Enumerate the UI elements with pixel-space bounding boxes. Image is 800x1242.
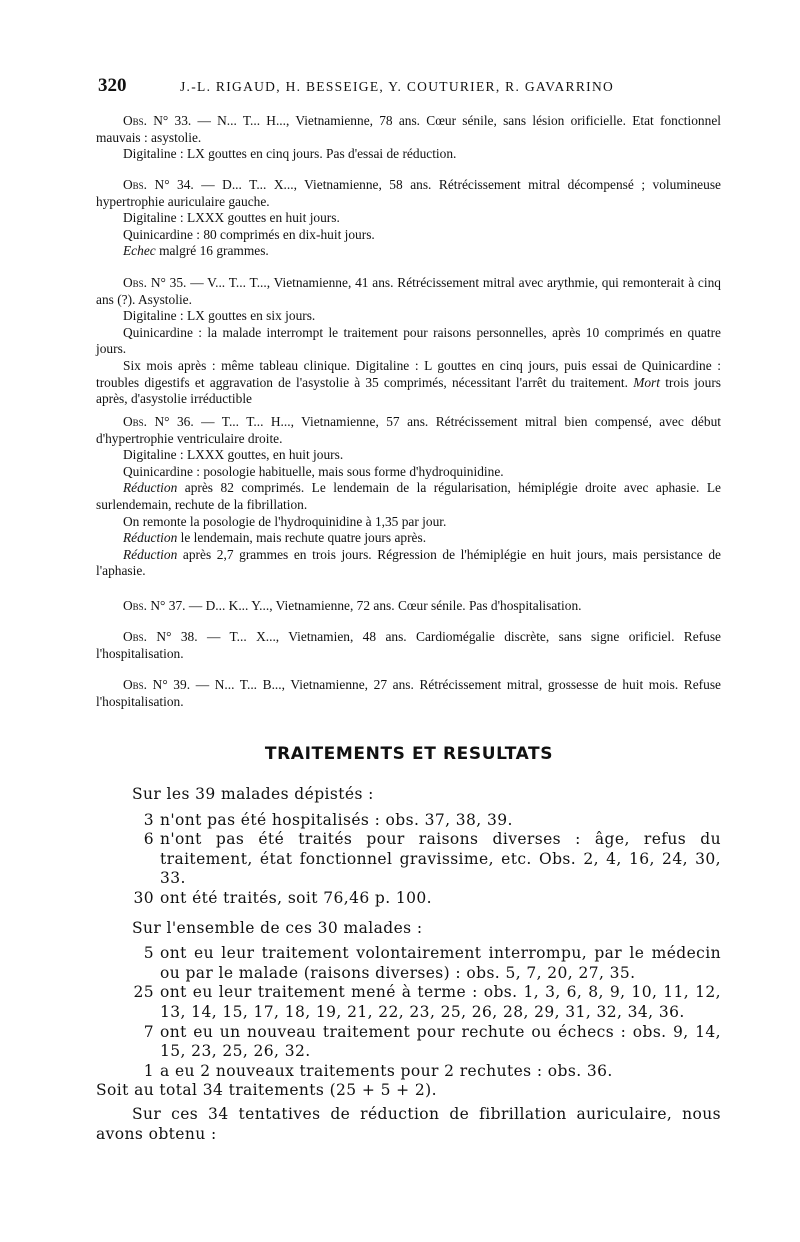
item-count: 1: [143, 1061, 154, 1080]
item-text: ont eu leur traitement mené à terme : obs. 1, 3, 6, 8, 9, 10, 11, 12, 13, 14, 15, 17, 18, 19, 21, 22, 23, 25, 26, 28, 29, 31, 32, 34, 36.: [160, 983, 721, 1021]
obs-treatment: Digitaline : LXXX gouttes, en huit jours.: [123, 447, 344, 463]
obs-label: Obs. N° 35.: [123, 275, 187, 290]
observation-36: [96, 414, 721, 580]
item-count: 7: [143, 1022, 154, 1041]
obs-outcome-italic: Réduction: [123, 480, 178, 496]
obs-text: — V... T... T..., Vietnamienne, 41 ans. Rétrécissement mitral avec arythmie, qui remonterait à cinq ans (?). Asystolie.: [96, 275, 721, 307]
section-title-text: TRAITEMENTS ET RESULTATS: [264, 744, 554, 764]
observation-34: [96, 177, 721, 260]
item-text: ont été traités, soit 76,46 p. 100.: [160, 888, 433, 907]
obs-text: — N... T... B..., Vietnamienne, 27 ans. Rétrécissement mitral, grossesse de huit mois. Refuse l'hospitalisation.: [96, 677, 721, 709]
observation-35: [96, 275, 721, 408]
obs-followup: Six mois après : même tableau clinique. Digitaline : L gouttes en cinq jours, puis essai de Quinicardine : troubles digestifs et aggravation de l'asystolie à 35 comprimés, nécessitant l'arrêt du traitement.: [96, 357, 721, 390]
page-number: 320: [98, 75, 127, 96]
obs-posologie: On remonte la posologie de l'hydroquinidine à 1,35 par jour.: [123, 513, 447, 529]
obs-outcome: malgré 16 grammes.: [155, 243, 269, 259]
observation-38: [96, 629, 721, 662]
obs-treatment: Digitaline : LX gouttes en six jours.: [123, 308, 316, 324]
obs-label: Obs. N° 36.: [123, 414, 194, 429]
obs-text: — D... K... Y..., Vietnamienne, 72 ans. Cœur sénile. Pas d'hospitalisation.: [188, 598, 582, 613]
obs-treatment: Quinicardine : 80 comprimés en dix-huit jours.: [123, 226, 375, 242]
results-item: [96, 811, 721, 831]
item-text: n'ont pas été hospitalisés : obs. 37, 38, 39.: [160, 810, 513, 829]
results-intro-1: Sur les 39 malades dépistés :: [132, 785, 374, 803]
results-item: [96, 944, 721, 983]
obs-outcome-italic: Echec: [123, 243, 156, 259]
item-text: a eu 2 nouveaux traitements pour 2 rechutes : obs. 36.: [160, 1061, 613, 1080]
obs-outcome-italic: Mort: [633, 374, 660, 390]
obs-text: — N... T... H..., Vietnamienne, 78 ans. Cœur sénile, sans lésion orificielle. Etat fonctionnel mauvais : asystolie.: [96, 113, 721, 145]
obs-label: Obs. N° 37.: [123, 598, 186, 613]
obs-treatment: Quinicardine : posologie habituelle, mais sous forme d'hydroquinidine.: [123, 463, 504, 479]
results-block: [96, 785, 721, 1144]
item-count: 3: [143, 810, 154, 829]
obs-outcome: le lendemain, mais rechute quatre jours après.: [177, 530, 427, 546]
item-text: ont eu un nouveau traitement pour rechute ou échecs : obs. 9, 14, 15, 23, 25, 26, 32.: [160, 1022, 721, 1061]
observation-39: [96, 677, 721, 710]
item-count: 30: [133, 888, 154, 907]
observation-37: [96, 598, 721, 615]
obs-outcome: après 82 comprimés. Le lendemain de la régularisation, hémiplégie droite avec aphasie. Le surlendemain, rechute de la fibrillation.: [96, 480, 721, 512]
obs-text: — T... X..., Vietnamien, 48 ans. Cardiomégalie discrète, sans signe orificiel. Refuse l'hospitalisation.: [96, 629, 721, 661]
item-text: ont eu leur traitement volontairement interrompu, par le médecin ou par le malade (raisons diverses) : obs. 5, 7, 20, 27, 35.: [160, 944, 721, 982]
item-count: 5: [143, 944, 154, 963]
observation-33: [96, 113, 721, 163]
item-count: 25: [133, 983, 154, 1002]
results-item: [96, 983, 721, 1022]
obs-text: — D... T... X..., Vietnamienne, 58 ans. Rétrécissement mitral décompensé ; volumineuse hypertrophie auriculaire gauche.: [96, 177, 721, 209]
obs-outcome-italic: Réduction: [123, 546, 178, 562]
results-intro-2: Sur l'ensemble de ces 30 malades :: [132, 918, 423, 937]
obs-treatment: Digitaline : LX gouttes en cinq jours. Pas d'essai de réduction.: [123, 146, 457, 162]
results-item: [96, 830, 721, 889]
obs-label: Obs. N° 34.: [123, 177, 194, 192]
item-text: n'ont pas été traités pour raisons diverses : âge, refus du traitement, état fonctionnel gravissime, etc. Obs. 2, 4, 16, 24, 30, 33.: [160, 830, 721, 888]
results-item: [96, 1023, 721, 1062]
results-item: [96, 889, 721, 909]
results-item: [96, 1062, 721, 1082]
obs-label: Obs. N° 39.: [123, 677, 191, 692]
obs-treatment: Quinicardine : la malade interrompt le traitement pour raisons personnelles, après 10 comprimés en quatre jours.: [96, 324, 721, 357]
results-closing: Sur ces 34 tentatives de réduction de fibrillation auriculaire, nous avons obtenu :: [96, 1104, 721, 1143]
obs-label: Obs. N° 38.: [123, 629, 198, 644]
results-total: Soit au total 34 traitements (25 + 5 + 2).: [96, 1081, 437, 1100]
obs-treatment: Digitaline : LXXX gouttes en huit jours.: [123, 210, 340, 226]
obs-text: — T... T... H..., Vietnamienne, 57 ans. Rétrécissement mitral bien compensé, avec début d'hypertrophie ventriculaire droite.: [96, 414, 721, 446]
obs-label: Obs. N° 33.: [123, 113, 192, 128]
section-title: [0, 744, 800, 764]
obs-followup-rest: trois jours après, d'asystolie irréductible: [96, 374, 721, 407]
item-count: 6: [143, 830, 154, 849]
obs-outcome-italic: Réduction: [123, 530, 178, 546]
header-authors: J.-L. RIGAUD, H. BESSEIGE, Y. COUTURIER, R. GAVARRINO: [180, 79, 615, 94]
running-header: [98, 77, 728, 97]
obs-outcome: après 2,7 grammes en trois jours. Régression de l'hémiplégie en huit jours, mais persistance de l'aphasie.: [96, 546, 721, 579]
